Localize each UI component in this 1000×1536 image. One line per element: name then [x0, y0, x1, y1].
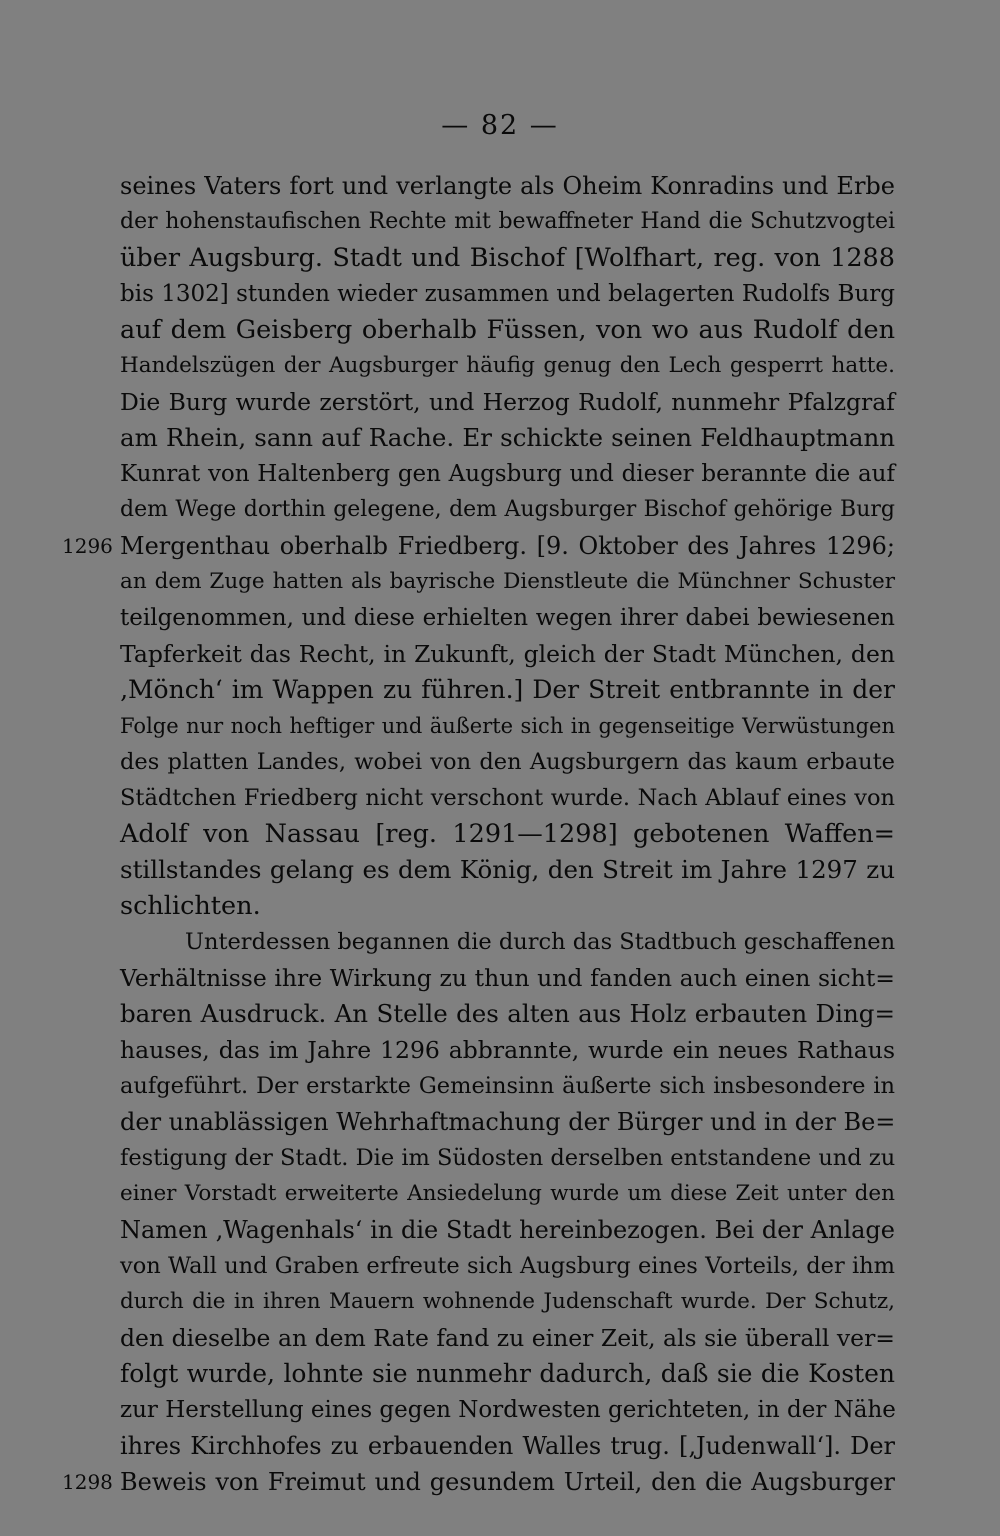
text-line: stillstandes gelang es dem König, den Streit im Jahre 1297 zu [120, 855, 895, 884]
text-line: teilgenommen, und diese erhielten wegen ihrer dabei bewiesenen [120, 605, 895, 631]
text-line: Städtchen Friedberg nicht verschont wurde. Nach Ablauf eines von [120, 785, 895, 811]
text-line: Beweis von Freimut und gesundem Urteil, den die Augsburger [120, 1468, 895, 1496]
text-line: zur Herstellung eines gegen Nordwesten gerichteten, in der Nähe [120, 1397, 896, 1423]
text-line: bis 1302] stunden wieder zusammen und belagerten Rudolfs Burg [120, 281, 895, 307]
text-line: auf dem Geisberg oberhalb Füssen, von wo aus Rudolf den [120, 315, 895, 345]
text-line: ‚Mönch‘ im Wappen zu führen.] Der Streit entbrannte in der [120, 675, 895, 704]
text-line: Die Burg wurde zerstört, und Herzog Rudolf, nunmehr Pfalzgraf [120, 388, 895, 416]
text-line: Unterdessen begannen die durch das Stadtbuch geschaffenen [185, 929, 896, 955]
text-line: der hohenstaufischen Rechte mit bewaffneter Hand die Schutzvogtei [120, 209, 895, 234]
text-line: Namen ‚Wagenhals‘ in die Stadt hereinbezogen. Bei der Anlage [120, 1216, 895, 1244]
page-number: — 82 — [441, 110, 559, 141]
margin-year-note: 1296 [62, 534, 113, 558]
text-line: Adolf von Nassau [reg. 1291—1298] gebotenen Waffen= [120, 819, 895, 849]
text-line: durch die in ihren Mauern wohnende Judenschaft wurde. Der Schutz, [120, 1289, 895, 1314]
text-line: Kunrat von Haltenberg gen Augsburg und dieser berannte die auf [120, 461, 895, 487]
text-line: baren Ausdruck. An Stelle des alten aus Holz erbauten Ding= [120, 999, 895, 1028]
text-line: hauses, das im Jahre 1296 abbrannte, wurde ein neues Rathaus [120, 1036, 895, 1064]
text-line: des platten Landes, wobei von den Augsburgern das kaum erbaute [120, 749, 895, 775]
text-line: den dieselbe an dem Rate fand zu einer Zeit, als sie überall ver= [120, 1324, 895, 1352]
text-line: seines Vaters fort und verlangte als Oheim Konradins und Erbe [120, 172, 895, 200]
text-line: einer Vorstadt erweiterte Ansiedelung wurde um diese Zeit unter den [120, 1181, 895, 1206]
text-line: am Rhein, sann auf Rache. Er schickte seinen Feldhauptmann [120, 423, 895, 452]
text-line: aufgeführt. Der erstarkte Gemeinsinn äußerte sich insbesondere in [120, 1073, 895, 1099]
text-line: Folge nur noch heftiger und äußerte sich in gegenseitige Verwüstungen [120, 714, 895, 738]
text-line: Handelszügen der Augsburger häufig genug den Lech gesperrt hatte. [120, 353, 895, 378]
text-line: der unablässigen Wehrhaftmachung der Bürger und in der Be= [120, 1108, 896, 1136]
text-line: festigung der Stadt. Die im Südosten derselben entstandene und zu [120, 1145, 896, 1171]
text-line: über Augsburg. Stadt und Bischof [Wolfhart, reg. von 1288 [120, 243, 895, 273]
text-line: Tapferkeit das Recht, in Zukunft, gleich der Stadt München, den [120, 640, 895, 668]
text-line: folgt wurde, lohnte sie nunmehr dadurch, daß sie die Kosten [120, 1359, 895, 1388]
text-line: von Wall und Graben erfreute sich Augsburg eines Vorteils, der ihm [120, 1253, 895, 1279]
margin-year-note: 1298 [62, 1470, 113, 1494]
text-line: Verhältnisse ihre Wirkung zu thun und fanden auch einen sicht= [120, 964, 895, 992]
text-line: dem Wege dorthin gelegene, dem Augsburger Bischof gehörige Burg [120, 497, 895, 522]
text-line: ihres Kirchhofes zu erbauenden Walles trug. [‚Judenwall‘]. Der [120, 1432, 895, 1460]
text-line: an dem Zuge hatten als bayrische Dienstleute die Münchner Schuster [120, 569, 895, 594]
text-line: schlichten. [120, 891, 261, 921]
text-line: Mergenthau oberhalb Friedberg. [9. Oktober des Jahres 1296; [120, 532, 895, 560]
